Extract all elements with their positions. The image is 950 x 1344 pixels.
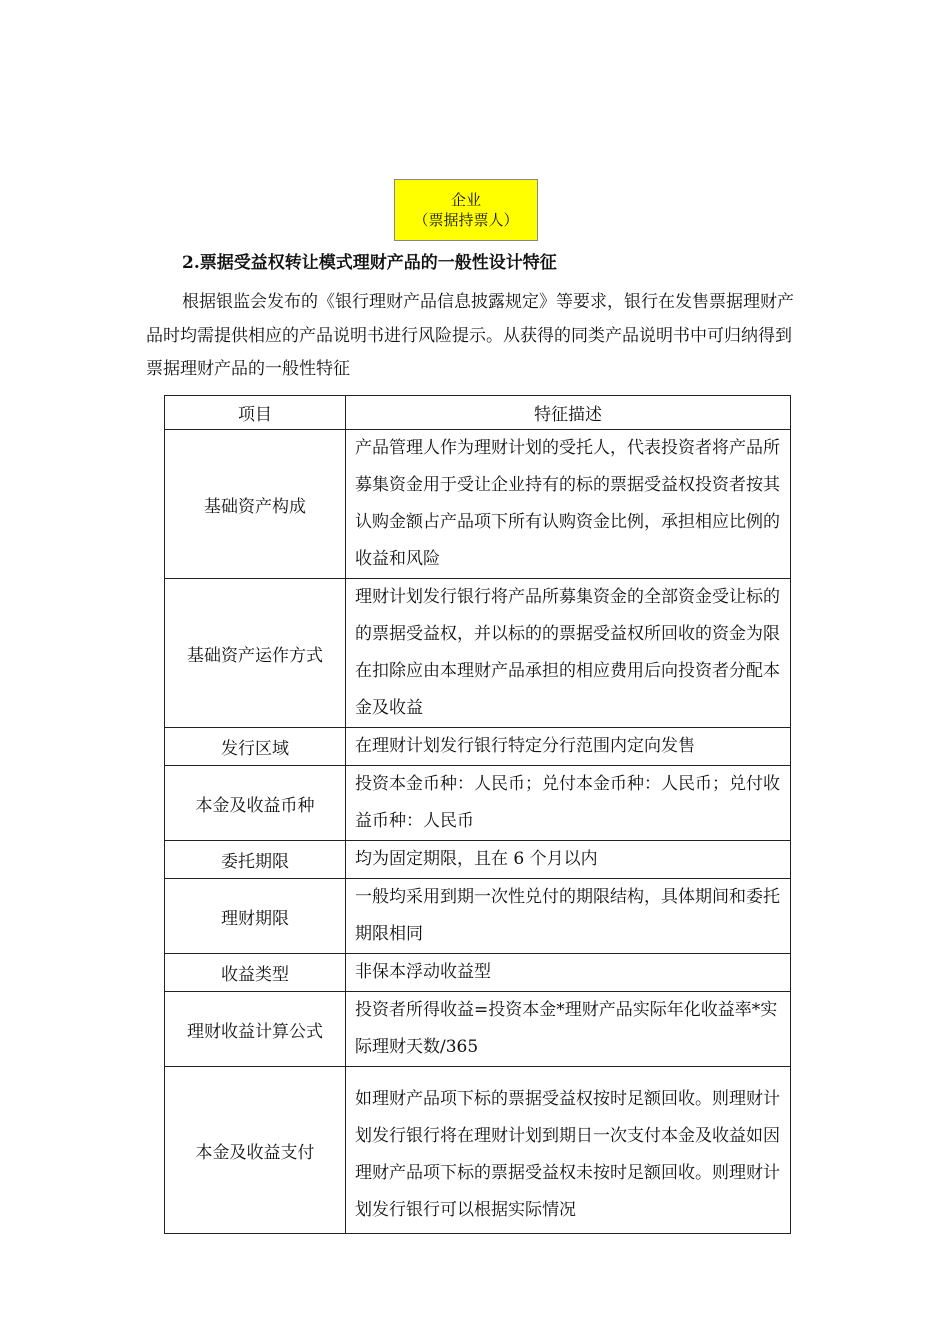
table-row [165, 579, 791, 728]
row-desc: 一般均采用到期一次性兑付的期限结构，具体期间和委托期限相同 [346, 879, 791, 954]
row-desc: 投资本金币种：人民币；兑付本金币种：人民币；兑付收益币种：人民币 [346, 766, 791, 841]
row-item: 基础资产构成 [165, 430, 346, 579]
row-item: 本金及收益支付 [165, 1067, 346, 1234]
enterprise-box-line2: （票据持票人） [413, 211, 519, 229]
table-row [165, 766, 791, 841]
intro-paragraph-text: 根据银监会发布的《银行理财产品信息披露规定》等要求，银行在发售票据理财产品时均需提供相应的产品说明书进行风险提示。从获得的同类产品说明书中可归纳得到票据理财产品的一般性特征 [146, 292, 794, 379]
table-row [165, 728, 791, 766]
row-item: 发行区域 [165, 728, 346, 766]
row-item: 理财期限 [165, 879, 346, 954]
table-row [165, 430, 791, 579]
section-heading: 2.票据受益权转让模式理财产品的一般性设计特征 [182, 253, 557, 273]
row-item: 本金及收益币种 [165, 766, 346, 841]
enterprise-box-line1: 企业 [450, 191, 481, 209]
intro-paragraph [146, 286, 806, 387]
row-desc: 在理财计划发行银行特定分行范围内定向发售 [346, 728, 791, 766]
row-item: 理财收益计算公式 [165, 992, 346, 1067]
table-row [165, 992, 791, 1067]
row-item: 收益类型 [165, 954, 346, 992]
table-row [165, 879, 791, 954]
row-desc: 产品管理人作为理财计划的受托人，代表投资者将产品所募集资金用于受让企业持有的标的票据受益权投资者按其认购金额占产品项下所有认购资金比例，承担相应比例的收益和风险 [346, 430, 791, 579]
row-desc: 如理财产品项下标的票据受益权按时足额回收。则理财计划发行银行将在理财计划到期日一次支付本金及收益如因理财产品项下标的票据受益权未按时足额回收。则理财计划发行银行可以根据实际情况 [346, 1067, 791, 1234]
row-desc: 投资者所得收益=投资本金*理财产品实际年化收益率*实际理财天数/365 [346, 992, 791, 1067]
features-table [164, 395, 791, 1234]
table-row [165, 954, 791, 992]
table-header-row [165, 396, 791, 430]
row-desc: 非保本浮动收益型 [346, 954, 791, 992]
row-item: 基础资产运作方式 [165, 579, 346, 728]
header-item: 项目 [165, 396, 346, 430]
table-row [165, 1067, 791, 1234]
table-row [165, 841, 791, 879]
row-desc: 均为固定期限，且在 6 个月以内 [346, 841, 791, 879]
row-item: 委托期限 [165, 841, 346, 879]
enterprise-box [394, 179, 538, 241]
header-desc: 特征描述 [346, 396, 791, 430]
row-desc: 理财计划发行银行将产品所募集资金的全部资金受让标的的票据受益权，并以标的的票据受益权所回收的资金为限在扣除应由本理财产品承担的相应费用后向投资者分配本金及收益 [346, 579, 791, 728]
